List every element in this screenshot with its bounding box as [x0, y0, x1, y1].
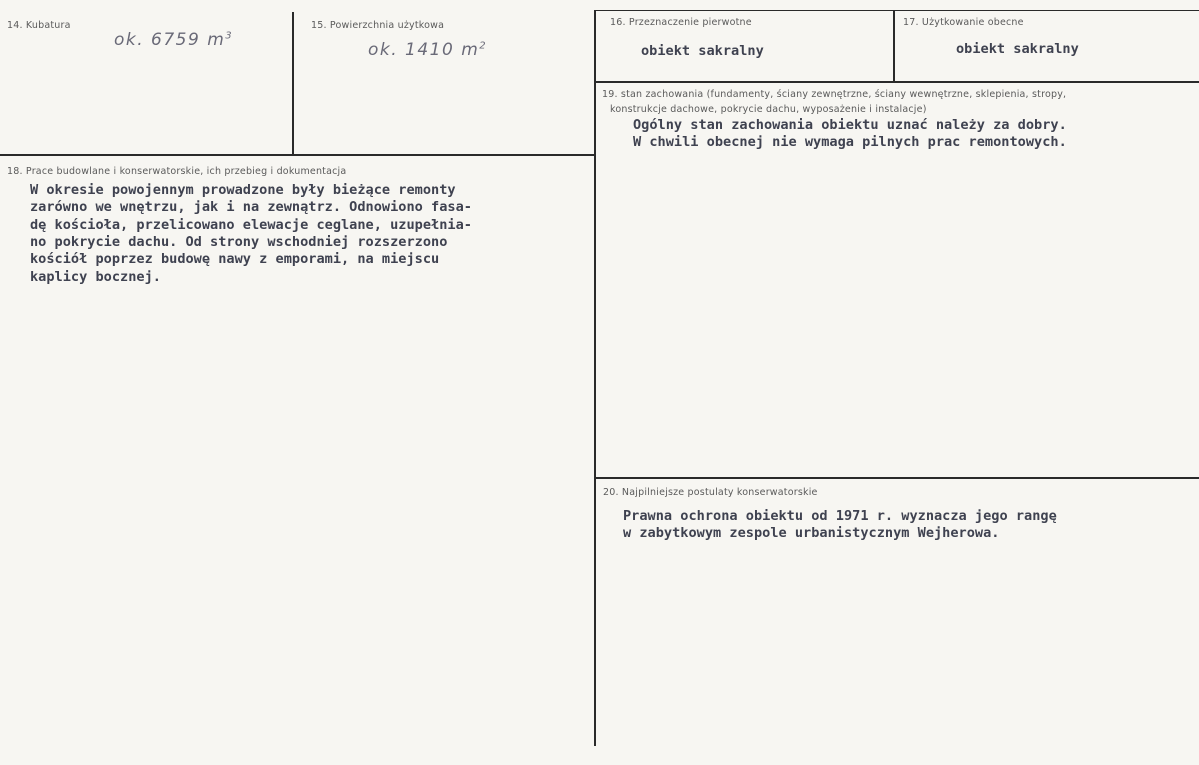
kubatura-value	[114, 30, 232, 50]
stan-label-line1: 19. stan zachowania (fundamenty, ściany zewnętrzne, ściany wewnętrzne, sklepienia, stropy,	[602, 89, 1067, 100]
prace-line: no pokrycie dachu. Od strony wschodniej rozszerzono	[30, 233, 448, 250]
rule-right-row1	[596, 81, 1199, 83]
stan-line: W chwili obecnej nie wymaga pilnych prac remontowych.	[633, 134, 1067, 151]
kubatura-number: ok. 6759 m	[114, 30, 226, 50]
rule-center	[594, 10, 596, 746]
uzytkowanie-label: 17. Użytkowanie obecne	[903, 17, 1024, 28]
prace-line: dę kościoła, przelicowano elewacje ceglane, uzupełnia-	[30, 216, 472, 233]
prace-line: W okresie powojennym prowadzone były bieżące remonty	[30, 182, 456, 198]
stan-line: Ogólny stan zachowania obiektu uznać należy za dobry.	[633, 117, 1067, 133]
rule-col-17	[893, 10, 895, 81]
kubatura-label: 14. Kubatura	[7, 20, 71, 31]
przeznaczenie-value: obiekt sakralny	[641, 43, 764, 59]
rule-left-row	[0, 154, 596, 156]
przeznaczenie-label: 16. Przeznaczenie pierwotne	[610, 17, 752, 28]
uzytkowanie-value: obiekt sakralny	[956, 41, 1079, 57]
powierzchnia-exponent: 2	[479, 40, 486, 52]
prace-line: kaplicy bocznej.	[30, 268, 161, 285]
prace-line: kościół poprzez budowę nawy z emporami, na miejscu	[30, 251, 440, 268]
powierzchnia-label: 15. Powierzchnia użytkowa	[311, 20, 445, 31]
top-rule	[596, 10, 1199, 11]
rule-right-row2	[596, 477, 1199, 479]
powierzchnia-value	[368, 40, 486, 60]
rule-col-15	[292, 12, 294, 154]
postulaty-label: 20. Najpilniejsze postulaty konserwatorskie	[603, 487, 818, 498]
powierzchnia-number: ok. 1410 m	[368, 40, 480, 60]
prace-line: zarówno we wnętrzu, jak i na zewnątrz. Odnowiono fasa-	[30, 199, 472, 216]
stan-label-line2: konstrukcje dachowe, pokrycie dachu, wyposażenie i instalacje)	[610, 104, 927, 115]
kubatura-exponent: 3	[225, 30, 232, 42]
prace-label: 18. Prace budowlane i konserwatorskie, ich przebieg i dokumentacja	[7, 166, 347, 177]
postulaty-line: Prawna ochrona obiektu od 1971 r. wyznacza jego rangę	[623, 508, 1057, 524]
postulaty-line: w zabytkowym zespole urbanistycznym Wejherowa.	[623, 525, 1000, 542]
